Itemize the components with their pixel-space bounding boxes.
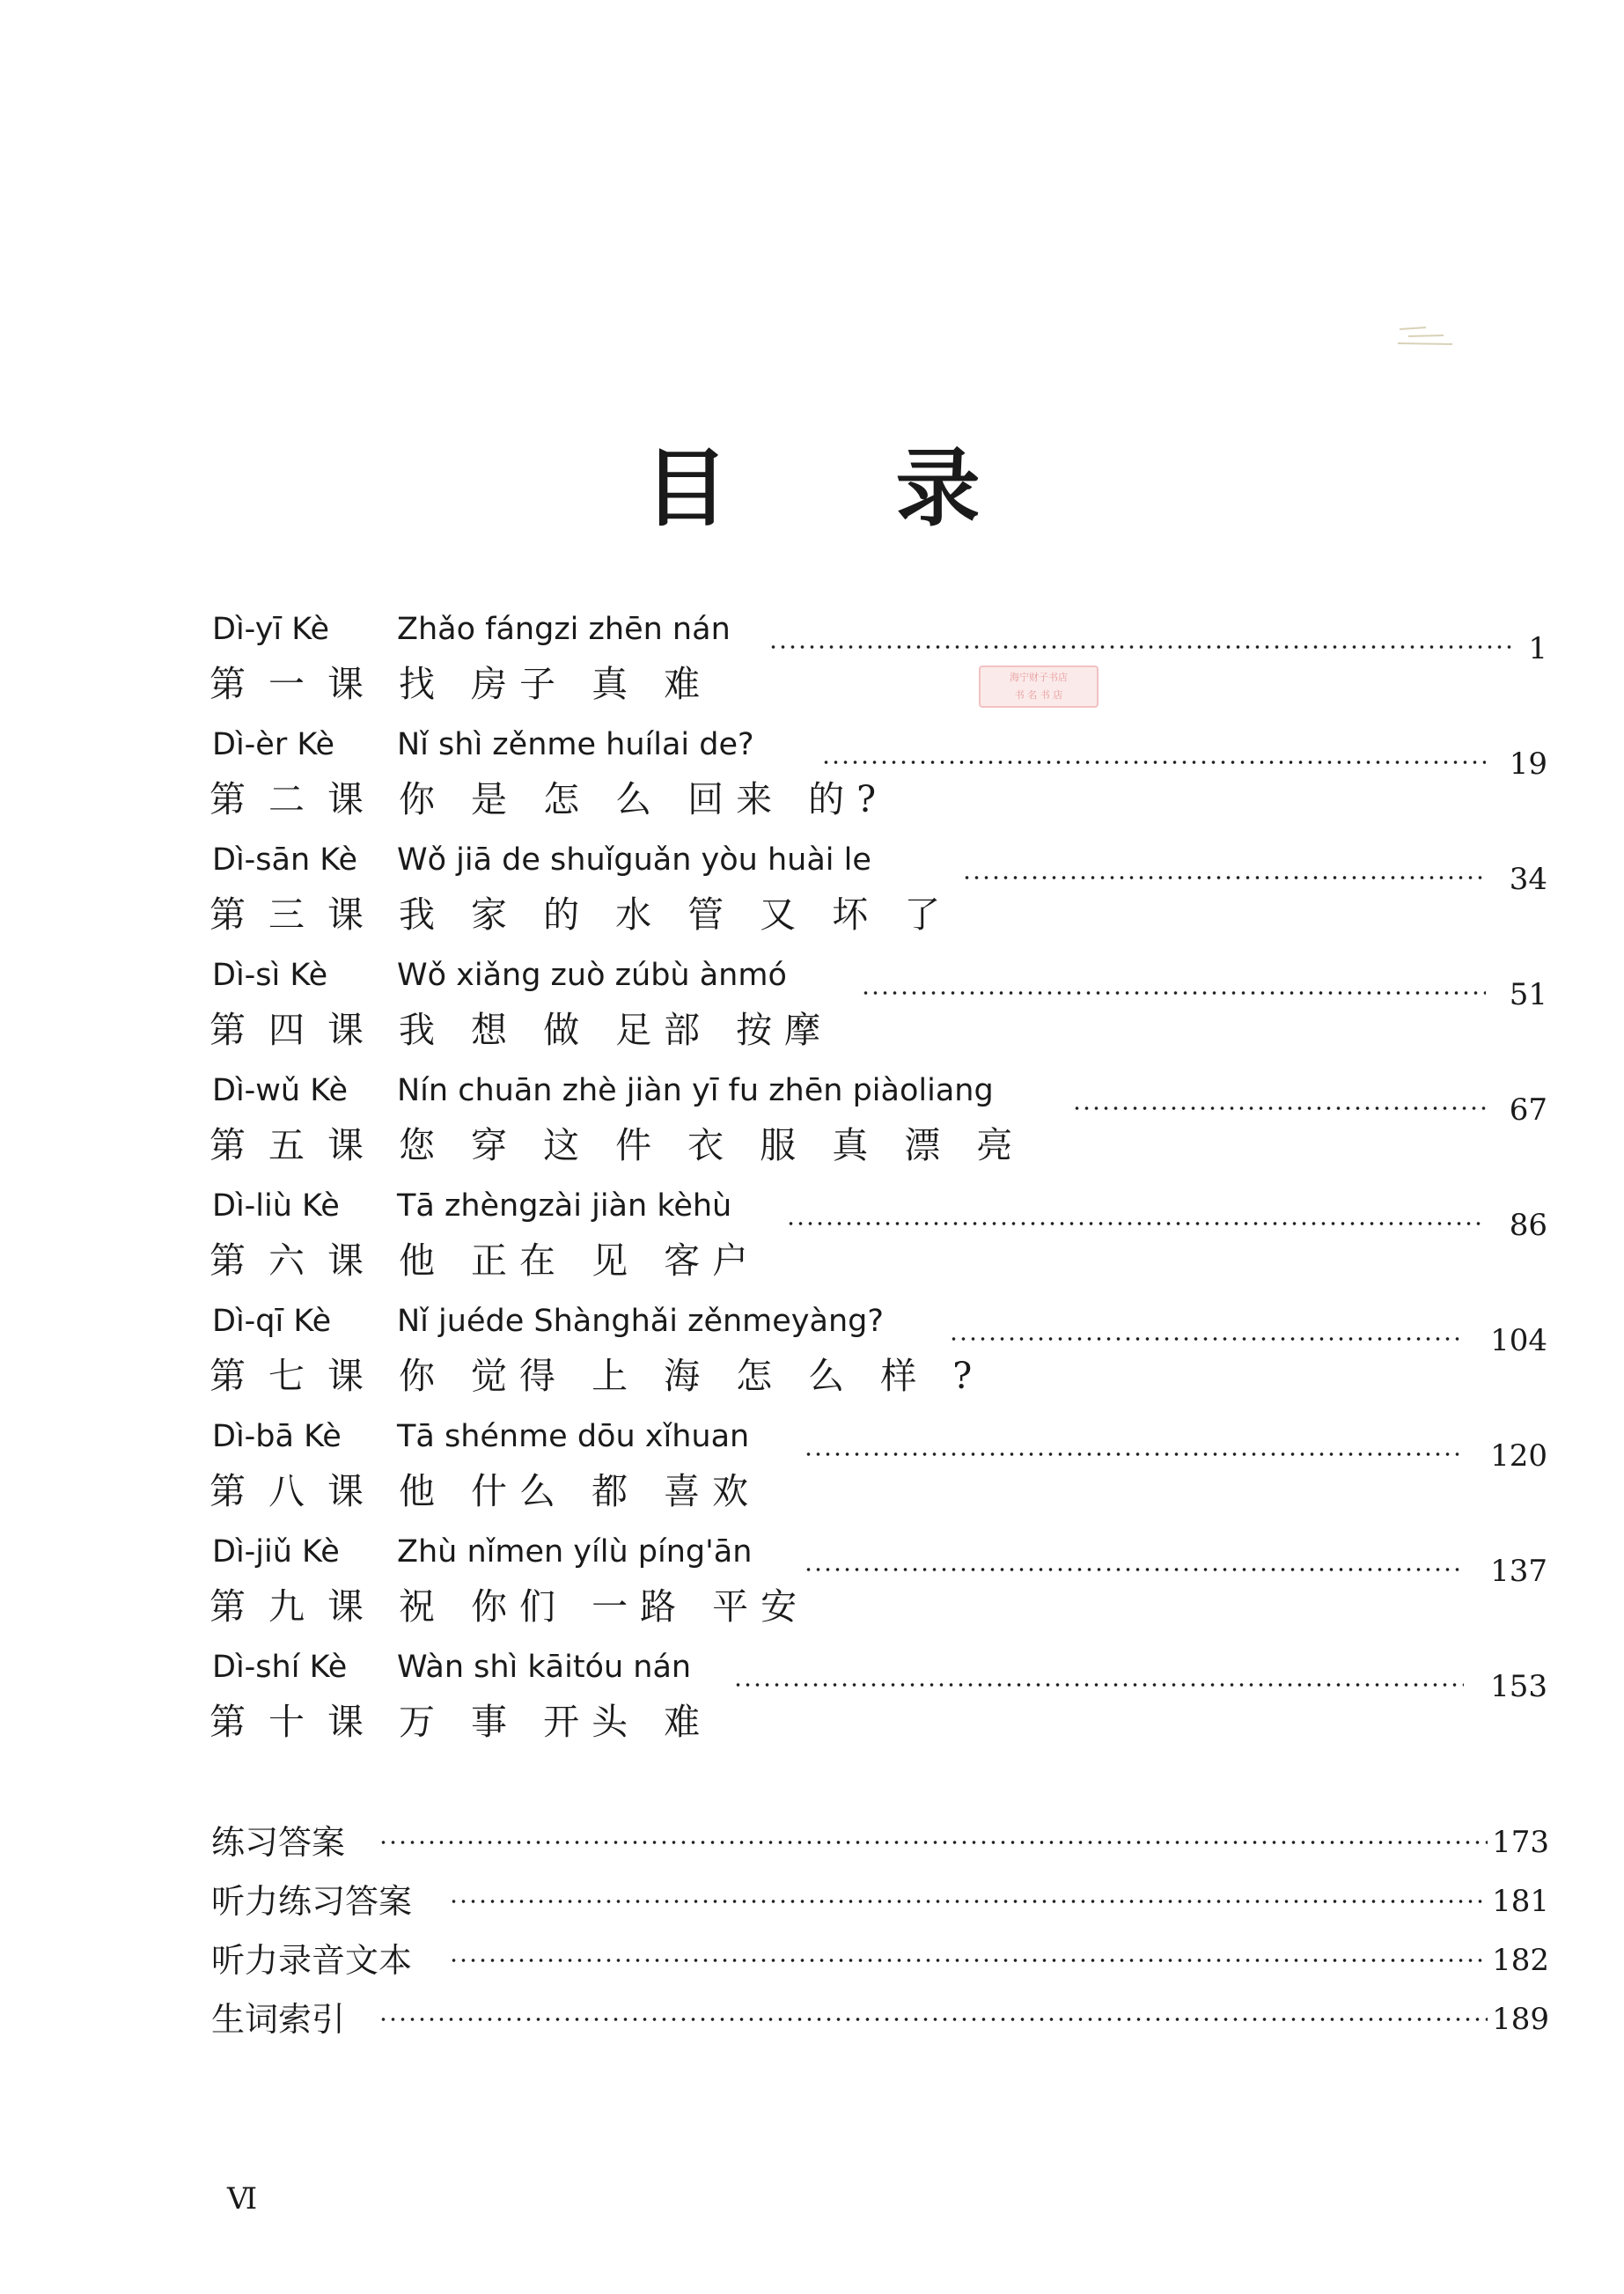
- lesson-pinyin: Dì-èr Kè Nǐ shì zěnme huílai de?: [212, 727, 754, 762]
- dot-leader: [786, 1221, 1486, 1226]
- page-number: 153: [1490, 1669, 1547, 1704]
- page-number: 19: [1509, 746, 1547, 782]
- dot-leader: [768, 644, 1512, 650]
- lesson-hanzi: 第一课 找 房子 真 难: [209, 663, 713, 705]
- page-number: 173: [1492, 1825, 1549, 1860]
- lesson-pinyin: Dì-liù Kè Tā zhèngzài jiàn kèhù: [212, 1188, 732, 1224]
- toc-entry-listening-answers[interactable]: [211, 1879, 1549, 1923]
- lesson-hanzi: 第六课 他 正在 见 客户: [209, 1239, 761, 1282]
- page-number: 34: [1509, 862, 1547, 897]
- lesson-hanzi: 第三课 我 家 的 水 管 又 坏 了: [209, 893, 953, 936]
- toc-entry-lesson-7[interactable]: [209, 1301, 1547, 1415]
- appendix-label: 听力录音文本: [211, 1941, 413, 1980]
- lesson-pinyin: Dì-qī Kè Nǐ juéde Shànghǎi zěnmeyàng?: [212, 1304, 884, 1339]
- appendix-label: 听力练习答案: [211, 1882, 413, 1921]
- dot-leader: [449, 1958, 1488, 1963]
- lesson-hanzi: 第九课 祝 你们 一路 平安: [209, 1585, 810, 1628]
- dot-leader: [804, 1567, 1464, 1572]
- page-title-part1: 目: [643, 438, 729, 538]
- dot-leader: [804, 1452, 1464, 1457]
- page-number: 1: [1528, 631, 1547, 666]
- lesson-pinyin: Dì-wǔ Kè Nín chuān zhè jiàn yī fu zhēn piàoliang: [212, 1073, 994, 1108]
- lesson-hanzi: 第十课 万 事 开头 难: [209, 1701, 713, 1743]
- toc-entry-lesson-2[interactable]: [209, 724, 1547, 839]
- toc-entry-lesson-10[interactable]: [209, 1647, 1547, 1761]
- lesson-pinyin: Dì-yī Kè Zhǎo fángzi zhēn nán: [212, 612, 731, 647]
- toc-entry-lesson-8[interactable]: [209, 1416, 1547, 1531]
- toc-entry-lesson-6[interactable]: [209, 1186, 1547, 1300]
- page-number: 51: [1509, 977, 1547, 1012]
- dot-leader: [962, 875, 1486, 880]
- toc-entry-listening-transcripts[interactable]: [211, 1938, 1549, 1982]
- dot-leader: [733, 1682, 1464, 1687]
- lesson-pinyin: Dì-shí Kè Wàn shì kāitóu nán: [212, 1650, 692, 1685]
- lesson-hanzi: 第八课 他 什么 都 喜欢: [209, 1470, 761, 1512]
- dot-leader: [378, 1840, 1488, 1845]
- dot-leader: [449, 1899, 1488, 1904]
- page-number: 120: [1490, 1438, 1547, 1474]
- lesson-hanzi: 第二课 你 是 怎 么 回来 的?: [209, 778, 889, 820]
- page-title-part2: 录: [895, 438, 981, 538]
- toc-entry-exercise-answers[interactable]: [211, 1820, 1549, 1864]
- page-number: 67: [1509, 1092, 1547, 1128]
- toc-entry-lesson-3[interactable]: [209, 840, 1547, 954]
- lesson-pinyin: Dì-bā Kè Tā shénme dōu xǐhuan: [212, 1419, 750, 1454]
- scan-smudge: [1391, 317, 1470, 352]
- dot-leader: [821, 760, 1486, 765]
- dot-leader: [949, 1336, 1464, 1342]
- lesson-hanzi: 第五课 您 穿 这 件 衣 服 真 漂 亮: [209, 1124, 1025, 1166]
- dot-leader: [378, 2017, 1488, 2022]
- page-number: 189: [1492, 2002, 1549, 2037]
- toc-entry-lesson-5[interactable]: [209, 1070, 1547, 1185]
- lesson-pinyin: Dì-sān Kè Wǒ jiā de shuǐguǎn yòu huài le: [212, 842, 871, 878]
- appendix-label: 生词索引: [211, 2000, 346, 2039]
- toc-entry-vocabulary-index[interactable]: [211, 1997, 1549, 2041]
- lesson-hanzi: 第七课 你 觉得 上 海 怎 么 样 ?: [209, 1355, 985, 1397]
- dot-leader: [1072, 1106, 1486, 1111]
- toc-entry-lesson-1[interactable]: [209, 609, 1547, 724]
- appendix-label: 练习答案: [211, 1823, 346, 1862]
- page-number: 182: [1492, 1943, 1549, 1978]
- dot-leader: [861, 990, 1486, 996]
- lesson-pinyin: Dì-sì Kè Wǒ xiǎng zuò zúbù ànmó: [212, 958, 787, 993]
- library-stamp: 海宁财子书店 书 名 书 店: [979, 665, 1099, 708]
- page-number: 137: [1490, 1554, 1547, 1589]
- lesson-hanzi: 第四课 我 想 做 足部 按摩: [209, 1009, 834, 1051]
- page-number: 181: [1492, 1884, 1549, 1919]
- toc-entry-lesson-4[interactable]: [209, 955, 1547, 1070]
- page-folio: Ⅵ: [227, 2181, 258, 2217]
- page-number: 86: [1509, 1208, 1547, 1243]
- page-number: 104: [1490, 1323, 1547, 1358]
- lesson-pinyin: Dì-jiǔ Kè Zhù nǐmen yílù píng'ān: [212, 1534, 753, 1570]
- page-title: [0, 436, 1624, 541]
- toc-entry-lesson-9[interactable]: [209, 1532, 1547, 1646]
